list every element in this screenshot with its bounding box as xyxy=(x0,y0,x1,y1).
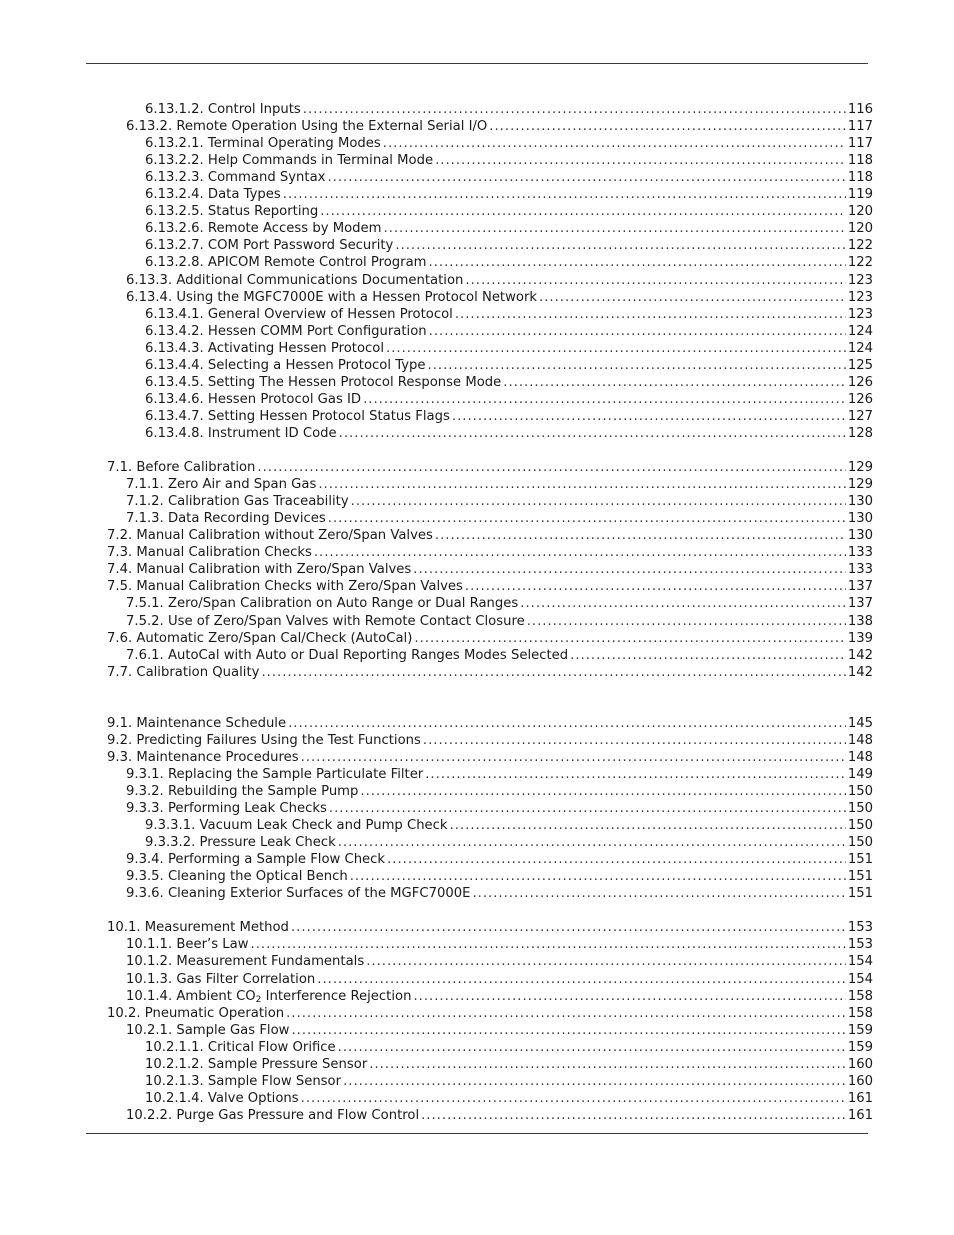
toc-leader-dots xyxy=(301,1090,846,1107)
toc-entry[interactable] xyxy=(145,306,873,323)
toc-entry-title: 6.13.2.5. Status Reporting xyxy=(145,204,319,219)
toc-entry[interactable] xyxy=(126,800,873,817)
toc-entry[interactable] xyxy=(145,152,873,169)
toc-leader-dots xyxy=(425,766,846,783)
toc-page-number: 150 xyxy=(847,801,873,816)
toc-leader-dots xyxy=(421,1107,846,1124)
toc-entry[interactable] xyxy=(145,340,873,357)
toc-page-number: 124 xyxy=(847,341,873,356)
toc-leader-dots xyxy=(317,971,846,988)
toc-leader-dots xyxy=(520,595,846,612)
toc-page-number: 133 xyxy=(847,545,873,560)
toc-page-number: 153 xyxy=(847,937,873,952)
toc-page-number: 120 xyxy=(847,204,873,219)
toc-entry[interactable] xyxy=(107,919,873,936)
toc-entry[interactable] xyxy=(145,425,873,442)
toc-entry-title: 7.6. Automatic Zero/Span Cal/Check (AutoCal) xyxy=(107,631,413,646)
toc-entry[interactable] xyxy=(107,561,873,578)
toc-leader-dots xyxy=(338,1039,846,1056)
toc-leader-dots xyxy=(435,152,846,169)
toc-leader-dots xyxy=(450,817,846,834)
toc-leader-dots xyxy=(291,1022,845,1039)
toc-entry-title: 10.1.3. Gas Filter Correlation xyxy=(126,972,316,987)
toc-entry[interactable] xyxy=(145,323,873,340)
toc-entry[interactable] xyxy=(107,578,873,595)
toc-page-number: 160 xyxy=(847,1074,873,1089)
toc-page-number: 123 xyxy=(847,273,873,288)
toc-entry[interactable] xyxy=(145,237,873,254)
toc-leader-dots xyxy=(366,953,846,970)
toc-entry[interactable] xyxy=(107,527,873,544)
toc-leader-dots xyxy=(286,1005,846,1022)
toc-entry-title: 6.13.2. Remote Operation Using the External Serial I/O xyxy=(126,119,488,134)
toc-leader-dots xyxy=(413,988,845,1005)
toc-entry[interactable] xyxy=(107,630,873,647)
toc-entry[interactable] xyxy=(126,118,873,135)
toc-entry[interactable] xyxy=(126,868,873,885)
toc-entry-title: 10.1.2. Measurement Fundamentals xyxy=(126,954,365,969)
toc-page-number: 154 xyxy=(847,954,873,969)
toc-entry[interactable] xyxy=(145,186,873,203)
toc-leader-dots xyxy=(369,1056,846,1073)
toc-leader-dots xyxy=(429,323,846,340)
toc-leader-dots xyxy=(465,272,845,289)
toc-entry-title: 10.2.1.2. Sample Pressure Sensor xyxy=(145,1057,368,1072)
toc-page-number: 127 xyxy=(847,409,873,424)
toc-entry-title: 9.3.3. Performing Leak Checks xyxy=(126,801,327,816)
toc-entry-title: 7.1.2. Calibration Gas Traceability xyxy=(126,494,349,509)
toc-entry-title: 6.13.2.2. Help Commands in Terminal Mode xyxy=(145,153,434,168)
toc-entry-title: 9.2. Predicting Failures Using the Test Functions xyxy=(107,733,421,748)
toc-page-number: 137 xyxy=(847,579,873,594)
toc-leader-dots xyxy=(570,647,846,664)
toc-leader-dots xyxy=(350,868,846,885)
toc-entry[interactable] xyxy=(107,715,873,732)
toc-leader-dots xyxy=(251,936,846,953)
toc-entry-title: 10.1.4. Ambient $CO_2$ Interference Rejection xyxy=(126,989,412,1005)
toc-leader-dots xyxy=(452,408,846,425)
toc-entry[interactable] xyxy=(107,1005,873,1022)
toc-entry[interactable] xyxy=(126,1107,873,1124)
toc-leader-dots xyxy=(472,885,845,902)
subscript: 2 xyxy=(255,995,262,1005)
toc-page-number: 149 xyxy=(847,767,873,782)
toc-page-number: 126 xyxy=(847,375,873,390)
toc-entry[interactable] xyxy=(107,749,873,766)
toc-leader-dots xyxy=(329,800,846,817)
toc-page-number: 116 xyxy=(847,102,873,117)
toc-entry[interactable] xyxy=(126,936,873,953)
toc-leader-dots xyxy=(489,118,846,135)
toc-entry[interactable] xyxy=(126,851,873,868)
toc-entry-title: 6.13.2.7. COM Port Password Security xyxy=(145,238,394,253)
toc-entry[interactable] xyxy=(145,135,873,152)
toc-leader-dots xyxy=(339,425,846,442)
toc-entry-title: 9.3.5. Cleaning the Optical Bench xyxy=(126,869,348,884)
toc-page-number: 122 xyxy=(847,255,873,270)
toc-entry-title: 9.3.3.1. Vacuum Leak Check and Pump Check xyxy=(145,818,448,833)
toc-page-number: 151 xyxy=(847,852,873,867)
toc-page-number: 123 xyxy=(847,307,873,322)
toc-leader-dots xyxy=(338,834,846,851)
toc-entry-title: 9.3.4. Performing a Sample Flow Check xyxy=(126,852,386,867)
toc-entry-title: 9.1. Maintenance Schedule xyxy=(107,716,287,731)
toc-leader-dots xyxy=(327,169,845,186)
toc-entry-title: 6.13.4.8. Instrument ID Code xyxy=(145,426,337,441)
toc-entry[interactable] xyxy=(126,613,873,630)
toc-leader-dots xyxy=(291,919,846,936)
toc-entry-title: 6.13.4.4. Selecting a Hessen Protocol Type xyxy=(145,358,426,373)
toc-entry-title: 10.2.1.1. Critical Flow Orifice xyxy=(145,1040,336,1055)
toc-page-number: 151 xyxy=(847,869,873,884)
toc-entry-title: 7.5.1. Zero/Span Calibration on Auto Range or Dual Ranges xyxy=(126,596,519,611)
toc-entry-title: 10.2.1.3. Sample Flow Sensor xyxy=(145,1074,342,1089)
toc-entry-title: 7.1.1. Zero Air and Span Gas xyxy=(126,477,317,492)
toc-page-number: 139 xyxy=(847,631,873,646)
toc-entry-title: 6.13.2.1. Terminal Operating Modes xyxy=(145,136,381,151)
toc-leader-dots xyxy=(328,510,846,527)
toc-leader-dots xyxy=(429,254,846,271)
toc-entry-title: 6.13.4.5. Setting The Hessen Protocol Response Mode xyxy=(145,375,502,390)
toc-entry-title: 6.13.2.3. Command Syntax xyxy=(145,170,326,185)
toc-page-number: 117 xyxy=(847,136,873,151)
toc-entry-title: 10.2.1.4. Valve Options xyxy=(145,1091,299,1106)
toc-leader-dots xyxy=(383,135,846,152)
toc-page-number: 117 xyxy=(847,119,873,134)
toc-entry[interactable] xyxy=(126,272,873,289)
toc-page-number: 158 xyxy=(847,1006,873,1021)
toc-page-number: 159 xyxy=(847,1023,873,1038)
toc-entry[interactable] xyxy=(145,357,873,374)
toc-entry-title: 9.3.3.2. Pressure Leak Check xyxy=(145,835,336,850)
toc-leader-dots xyxy=(257,459,845,476)
toc-leader-dots xyxy=(351,493,846,510)
toc-page-number: 142 xyxy=(847,665,873,680)
toc-entry[interactable] xyxy=(145,254,873,271)
toc-entry[interactable] xyxy=(145,834,873,851)
toc-leader-dots xyxy=(413,561,846,578)
toc-entry-title: 7.6.1. AutoCal with Auto or Dual Reporting Ranges Modes Selected xyxy=(126,648,569,663)
toc-leader-dots xyxy=(435,527,846,544)
toc-leader-dots xyxy=(414,630,845,647)
toc-leader-dots xyxy=(465,578,846,595)
toc-leader-dots xyxy=(383,220,845,237)
toc-entry[interactable] xyxy=(145,817,873,834)
toc-page-number: 130 xyxy=(847,528,873,543)
toc-page-number: 120 xyxy=(847,221,873,236)
toc-entry[interactable] xyxy=(126,476,873,493)
toc-entry-title: 6.13.4.3. Activating Hessen Protocol xyxy=(145,341,385,356)
toc-page-number: 158 xyxy=(847,989,873,1004)
toc-entry-title: 9.3.2. Rebuilding the Sample Pump xyxy=(126,784,359,799)
toc-entry[interactable] xyxy=(145,1090,873,1107)
toc-page-number: 161 xyxy=(847,1091,873,1106)
toc-page-number: 142 xyxy=(847,648,873,663)
toc-page-number: 130 xyxy=(847,494,873,509)
toc-page-number: 126 xyxy=(847,392,873,407)
toc-page-number: 138 xyxy=(847,614,873,629)
toc-leader-dots xyxy=(428,357,846,374)
toc-page-number: 130 xyxy=(847,511,873,526)
toc-entry-title: 9.3.1. Replacing the Sample Particulate Filter xyxy=(126,767,424,782)
toc-entry[interactable] xyxy=(107,732,873,749)
toc-entry-title: 10.1.1. Beer’s Law xyxy=(126,937,249,952)
toc-entry[interactable] xyxy=(145,391,873,408)
toc-leader-dots xyxy=(423,732,846,749)
toc-leader-dots xyxy=(318,476,846,493)
toc-entry-title: 9.3. Maintenance Procedures xyxy=(107,750,299,765)
toc-leader-dots xyxy=(503,374,846,391)
toc-page-number: 122 xyxy=(847,238,873,253)
toc-leader-dots xyxy=(261,664,845,681)
toc-entry-title: 6.13.4.2. Hessen COMM Port Configuration xyxy=(145,324,427,339)
toc-page-number: 118 xyxy=(847,170,873,185)
toc-entry[interactable] xyxy=(145,1039,873,1056)
toc-entry-title: 6.13.1.2. Control Inputs xyxy=(145,102,301,117)
toc-entry-title: 10.2.2. Purge Gas Pressure and Flow Control xyxy=(126,1108,420,1123)
toc-page-number: 145 xyxy=(847,716,873,731)
toc-leader-dots xyxy=(539,289,846,306)
toc-entry[interactable] xyxy=(126,1022,873,1039)
toc-entry-title: 6.13.4.6. Hessen Protocol Gas ID xyxy=(145,392,362,407)
toc-entry-title: 6.13.4. Using the MGFC7000E with a Hessen Protocol Network xyxy=(126,290,538,305)
toc-entry[interactable] xyxy=(126,289,873,306)
toc-page-number: 154 xyxy=(847,972,873,987)
toc-page-number: 159 xyxy=(847,1040,873,1055)
toc-entry-title: 7.7. Calibration Quality xyxy=(107,665,260,680)
toc-entry-title: 7.1.3. Data Recording Devices xyxy=(126,511,326,526)
toc-page-number: 129 xyxy=(847,460,873,475)
toc-entry-title: 9.3.6. Cleaning Exterior Surfaces of the MGFC7000E xyxy=(126,886,471,901)
toc-entry[interactable] xyxy=(145,101,873,118)
toc-leader-dots xyxy=(363,391,846,408)
toc-page-number: 150 xyxy=(847,835,873,850)
toc-leader-dots xyxy=(320,203,846,220)
toc-entry[interactable] xyxy=(107,544,873,561)
toc-leader-dots xyxy=(283,186,846,203)
toc-entry[interactable] xyxy=(145,203,873,220)
toc-entry-title: 10.2. Pneumatic Operation xyxy=(107,1006,285,1021)
toc-entry-title: 6.13.2.6. Remote Access by Modem xyxy=(145,221,382,236)
toc-entry-title: 7.4. Manual Calibration with Zero/Span Valves xyxy=(107,562,412,577)
toc-leader-dots xyxy=(314,544,846,561)
toc-entry-title: 10.2.1. Sample Gas Flow xyxy=(126,1023,290,1038)
toc-page-number: 133 xyxy=(847,562,873,577)
toc-page-number: 150 xyxy=(847,818,873,833)
toc-page-number: 128 xyxy=(847,426,873,441)
toc-leader-dots xyxy=(288,715,846,732)
toc-leader-dots xyxy=(343,1073,846,1090)
toc-page-number: 125 xyxy=(847,358,873,373)
toc-entry[interactable] xyxy=(126,766,873,783)
toc-entry[interactable] xyxy=(145,374,873,391)
toc-page-number: 150 xyxy=(847,784,873,799)
toc-entry-title: 10.1. Measurement Method xyxy=(107,920,289,935)
footer-rule xyxy=(86,1133,868,1134)
toc-entry[interactable] xyxy=(126,783,873,800)
toc-leader-dots xyxy=(455,306,846,323)
toc-entry-title: 6.13.2.4. Data Types xyxy=(145,187,281,202)
toc-leader-dots xyxy=(387,851,846,868)
toc-page-number: 118 xyxy=(847,153,873,168)
toc-page-number: 160 xyxy=(847,1057,873,1072)
toc-leader-dots xyxy=(386,340,846,357)
toc-entry-title: 7.2. Manual Calibration without Zero/Span Valves xyxy=(107,528,433,543)
toc-leader-dots xyxy=(360,783,845,800)
toc-leader-dots xyxy=(527,613,846,630)
toc-entry[interactable] xyxy=(126,988,873,1005)
toc-entry[interactable] xyxy=(145,169,873,186)
toc-page-number: 148 xyxy=(847,733,873,748)
toc-entry[interactable] xyxy=(126,510,873,527)
toc-entry-title: 6.13.3. Additional Communications Documentation xyxy=(126,273,464,288)
toc-entry[interactable] xyxy=(145,1056,873,1073)
toc-page-number: 153 xyxy=(847,920,873,935)
toc-entry-title: 7.3. Manual Calibration Checks xyxy=(107,545,312,560)
toc-leader-dots xyxy=(395,237,845,254)
toc-entry[interactable] xyxy=(145,220,873,237)
toc-leader-dots xyxy=(303,101,846,118)
toc-entry[interactable] xyxy=(126,647,873,664)
toc-entry[interactable] xyxy=(126,885,873,902)
toc-entry-title: 7.5. Manual Calibration Checks with Zero/Span Valves xyxy=(107,579,463,594)
toc-entry[interactable] xyxy=(126,493,873,510)
toc-page-number: 161 xyxy=(847,1108,873,1123)
toc-entry[interactable] xyxy=(126,953,873,970)
toc-entry[interactable] xyxy=(107,664,873,681)
toc-entry-title: 6.13.2.8. APICOM Remote Control Program xyxy=(145,255,427,270)
toc-page-number: 119 xyxy=(847,187,873,202)
toc-page-number: 148 xyxy=(847,750,873,765)
toc-page-number: 124 xyxy=(847,324,873,339)
toc-leader-dots xyxy=(301,749,846,766)
toc-entry-title: 7.5.2. Use of Zero/Span Valves with Remote Contact Closure xyxy=(126,614,525,629)
toc-entry[interactable] xyxy=(126,595,873,612)
toc-page-number: 151 xyxy=(847,886,873,901)
toc-entry-title: 6.13.4.7. Setting Hessen Protocol Status Flags xyxy=(145,409,450,424)
toc-entry[interactable] xyxy=(145,1073,873,1090)
toc-entry[interactable] xyxy=(126,971,873,988)
toc-page-number: 123 xyxy=(847,290,873,305)
toc-page-number: 129 xyxy=(847,477,873,492)
toc-entry[interactable] xyxy=(145,408,873,425)
toc-entry-title: 7.1. Before Calibration xyxy=(107,460,256,475)
toc-entry-title: 6.13.4.1. General Overview of Hessen Protocol xyxy=(145,307,453,322)
toc-page-number: 137 xyxy=(847,596,873,611)
toc-entry[interactable] xyxy=(107,459,873,476)
